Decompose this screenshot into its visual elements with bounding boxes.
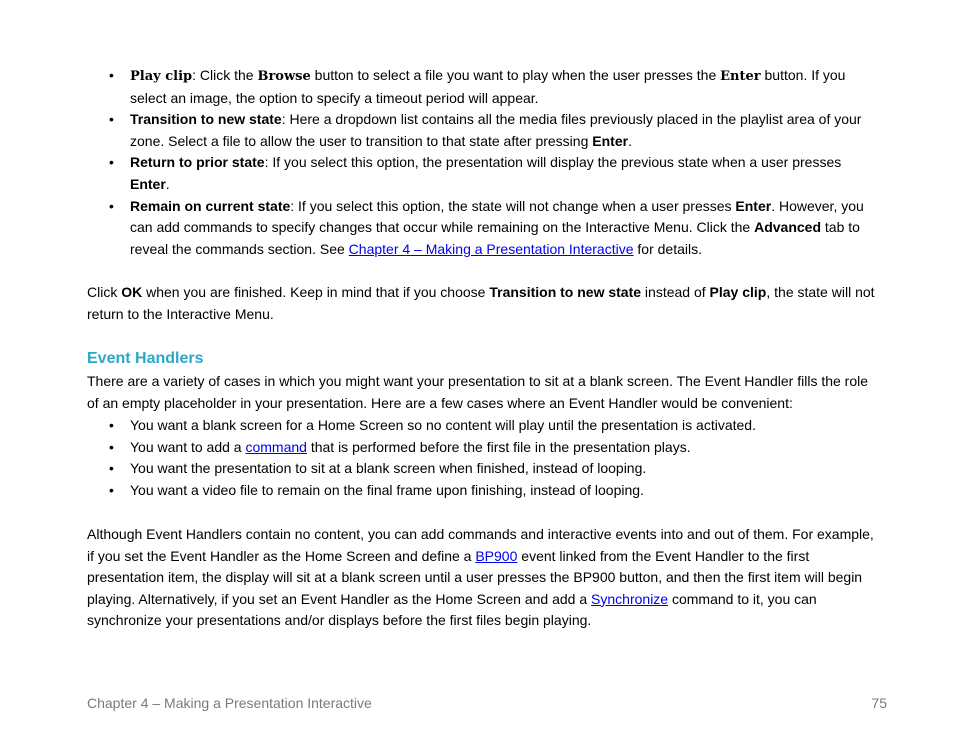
list-item-play-clip: • Play clip: Click the Browse button to select a file you want to play when the user presses the Enter button. If you select an image, the option to specify a timeout period will appear. <box>109 65 871 109</box>
term-return-prior: Return to prior state <box>130 154 265 171</box>
term-play-clip: Play clip <box>130 69 193 84</box>
list-item: • You want a blank screen for a Home Screen so no content will play until the presentation is activated. <box>109 415 871 437</box>
intro-paragraph: There are a variety of cases in which you might want your presentation to sit at a blank screen. The Event Handler fills the role of an empty placeholder in your presentation. Here are a few cases where an Event Handler would be convenient: <box>87 373 869 411</box>
bp900-link[interactable]: BP900 <box>475 547 518 564</box>
term-browse: Browse <box>257 69 311 84</box>
list-item: • You want the presentation to sit at a blank screen when finished, instead of looping. <box>109 458 871 480</box>
footer-page-number: 75 <box>871 695 887 711</box>
term-advanced: Advanced <box>754 219 822 236</box>
cases-list <box>109 415 871 501</box>
synchronize-link[interactable]: Synchronize <box>591 590 669 607</box>
closing-paragraph: Although Event Handlers contain no content, you can add commands and interactive events into and out of them. For example, if you set the Event Handler as the Home Screen and define a BP900 event linked from the Event Handler to the first presentation item, the display will sit at a blank screen until a user presses the BP900 button, and then the first item will begin playing. Alternatively, if you set an Event Handler as the Home Screen and add a Synchronize command to it, you can synchronize your presentations and/or displays before the first files begin playing. <box>87 526 874 629</box>
list-item: • You want a video file to remain on the final frame upon finishing, instead of looping. <box>109 480 871 502</box>
footer-chapter: Chapter 4 – Making a Presentation Interactive <box>87 695 372 711</box>
ok-paragraph: Click OK when you are finished. Keep in mind that if you choose Transition to new state instead of Play clip, the state will not return to the Interactive Menu. <box>87 284 875 322</box>
list-item-transition: • Transition to new state: Here a dropdown list contains all the media files previously placed in the playlist area of your zone. Select a file to allow the user to transition to that state after pressing Enter. <box>109 109 871 152</box>
chapter-4-link[interactable]: Chapter 4 – Making a Presentation Interactive <box>348 240 634 257</box>
command-link[interactable]: command <box>245 438 307 455</box>
list-item: • You want to add a command that is performed before the first file in the presentation plays. <box>109 437 871 459</box>
section-heading: Event Handlers <box>87 350 204 367</box>
list-item-return-prior: • Return to prior state: If you select this option, the presentation will display the previous state when a user presses Enter. <box>109 152 871 195</box>
term-transition: Transition to new state <box>130 111 282 128</box>
term-enter: Enter <box>720 69 761 84</box>
list-item-remain-current: • Remain on current state: If you select this option, the state will not change when a user presses Enter. However, you can add commands to specify changes that occur while remaining on the Interactive Menu. Click the Advanced tab to reveal the commands section. See Chapter 4 – Making a Presentation Interactive for details. <box>109 196 871 261</box>
option-list <box>109 65 871 260</box>
term-remain-current: Remain on current state <box>130 197 291 214</box>
